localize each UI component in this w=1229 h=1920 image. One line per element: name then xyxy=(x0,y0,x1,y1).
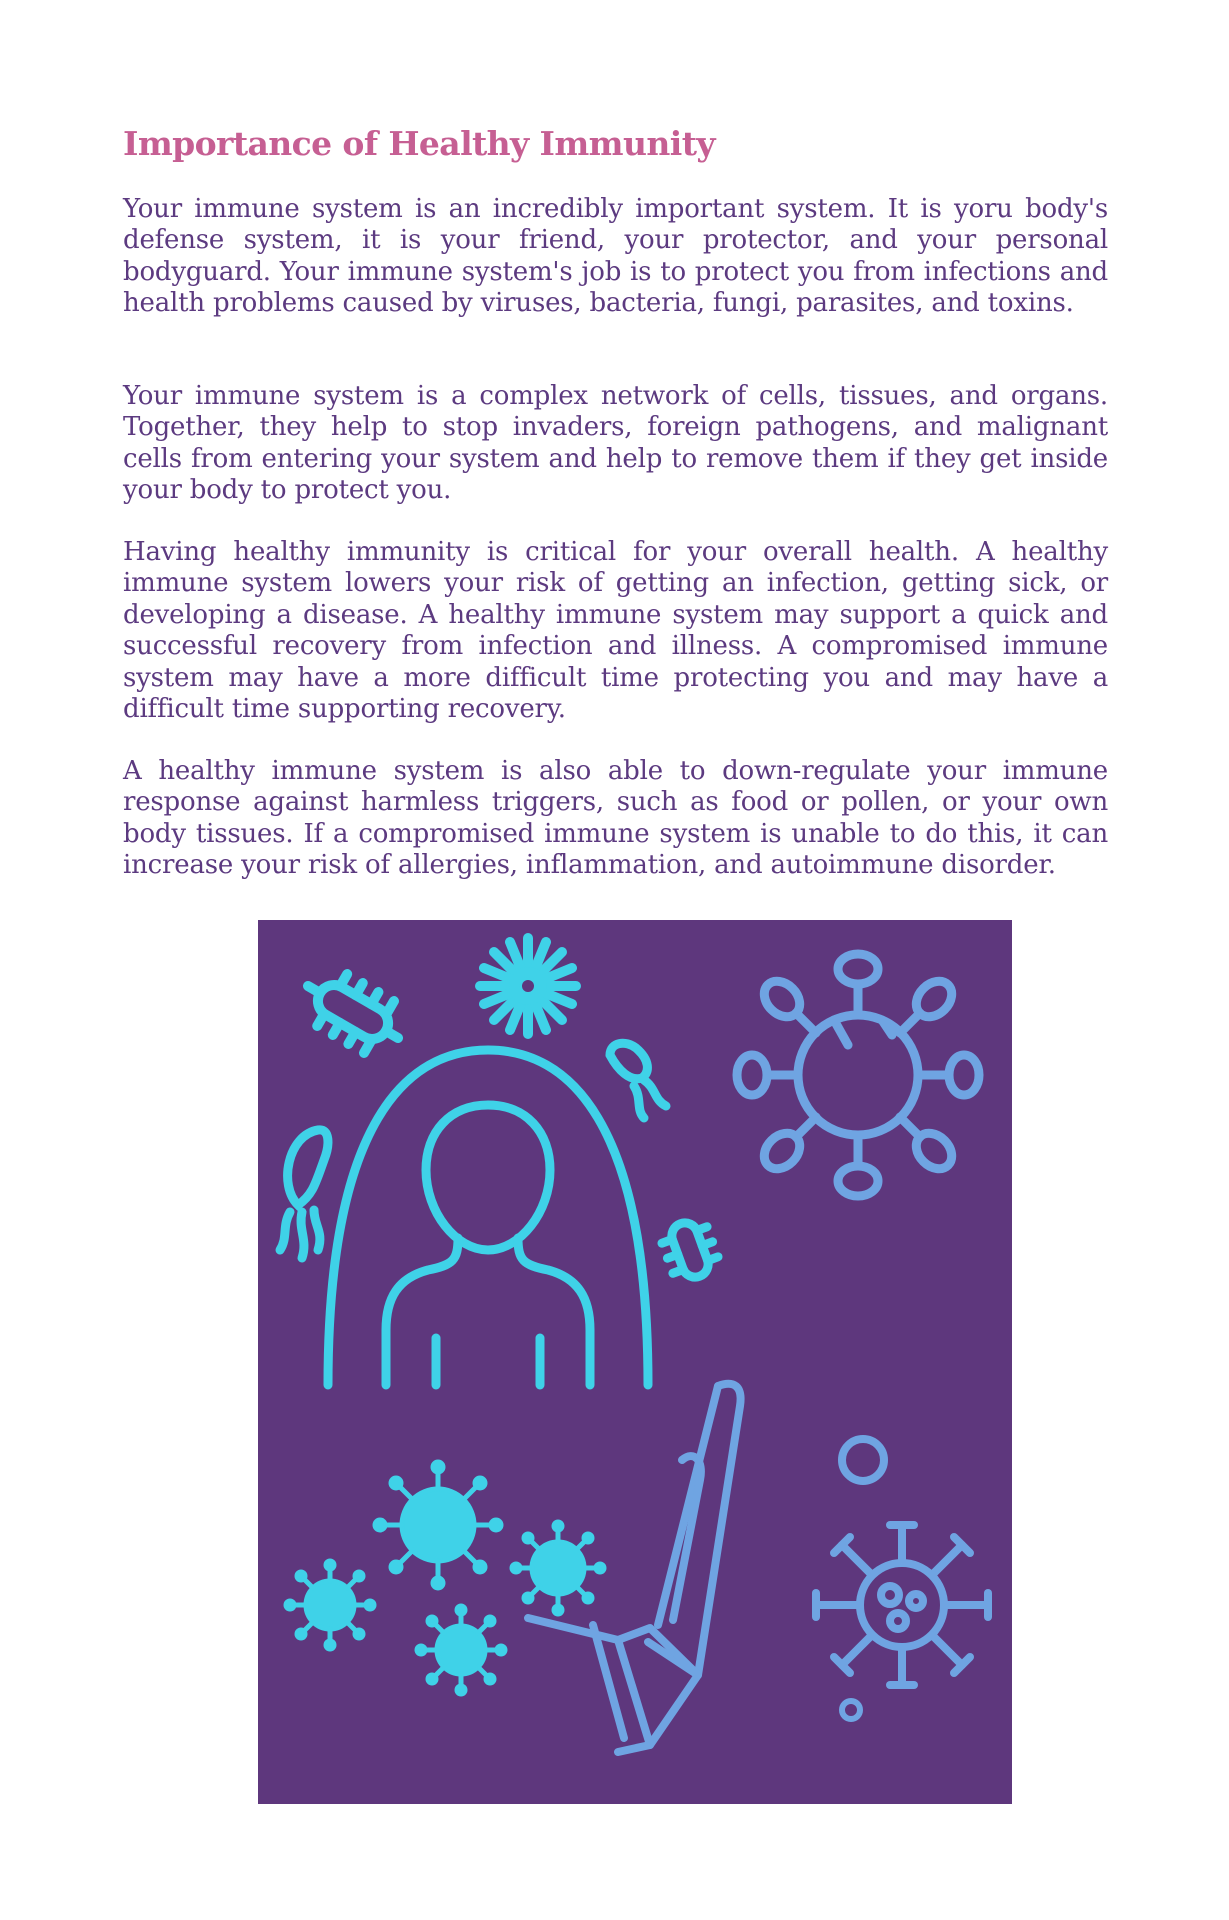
virus-icon xyxy=(816,1525,988,1685)
bacterium-icon xyxy=(658,1215,722,1284)
flagella-bacterium-icon xyxy=(610,1043,666,1118)
body-paragraph: Your immune system is an incredibly important system. It is yoru body's defense system, it is your friend, your protector, and your personal bodyguard. Your immune system's job is to protect you from infections and health problems caused by viruses, bacteria, fungi, parasites, and toxins. xyxy=(123,194,1108,319)
virus-icon xyxy=(737,954,979,1196)
body-paragraph: A healthy immune system is also able to down-regulate your immune response against harmless triggers, such as food or pollen, or your own body tissues. If a compromised immune system is unable to do this, it can increase your risk of allergies, inflammation, and autoimmune disorder. xyxy=(123,756,1108,881)
immunity-illustration xyxy=(258,920,1012,1804)
body-paragraph: Your immune system is a complex network of cells, tissues, and organs. Together, they help to stop invaders, foreign pathogens, and malignant cells from entering your system and help to remove them if they get inside your body to protect you. xyxy=(123,381,1108,506)
immunity-illustration-svg xyxy=(258,920,1012,1804)
bacterium-icon xyxy=(293,960,413,1064)
page-title: Importance of Healthy Immunity xyxy=(123,124,715,163)
germ-icon xyxy=(480,938,576,1034)
person-head-icon xyxy=(426,1105,550,1250)
flagella-bacterium-icon xyxy=(280,1130,328,1258)
shield-arch-icon xyxy=(328,1050,648,1385)
spore-icon xyxy=(842,1701,860,1719)
person-in-shield-icon xyxy=(328,1050,648,1385)
person-shoulder-right-icon xyxy=(518,1238,590,1385)
coronavirus-icon xyxy=(286,1462,604,1694)
body-paragraph: Having healthy immunity is critical for your overall health. A healthy immune system lowers your risk of getting an infection, getting sick, or developing a disease. A healthy immune system may support a quick and successful recovery from infection and illness. A compromised immune system may have a more difficult time protecting you and may have a difficult time supporting recovery. xyxy=(123,537,1108,725)
spore-icon xyxy=(842,1439,884,1481)
person-shoulder-left-icon xyxy=(386,1238,458,1385)
